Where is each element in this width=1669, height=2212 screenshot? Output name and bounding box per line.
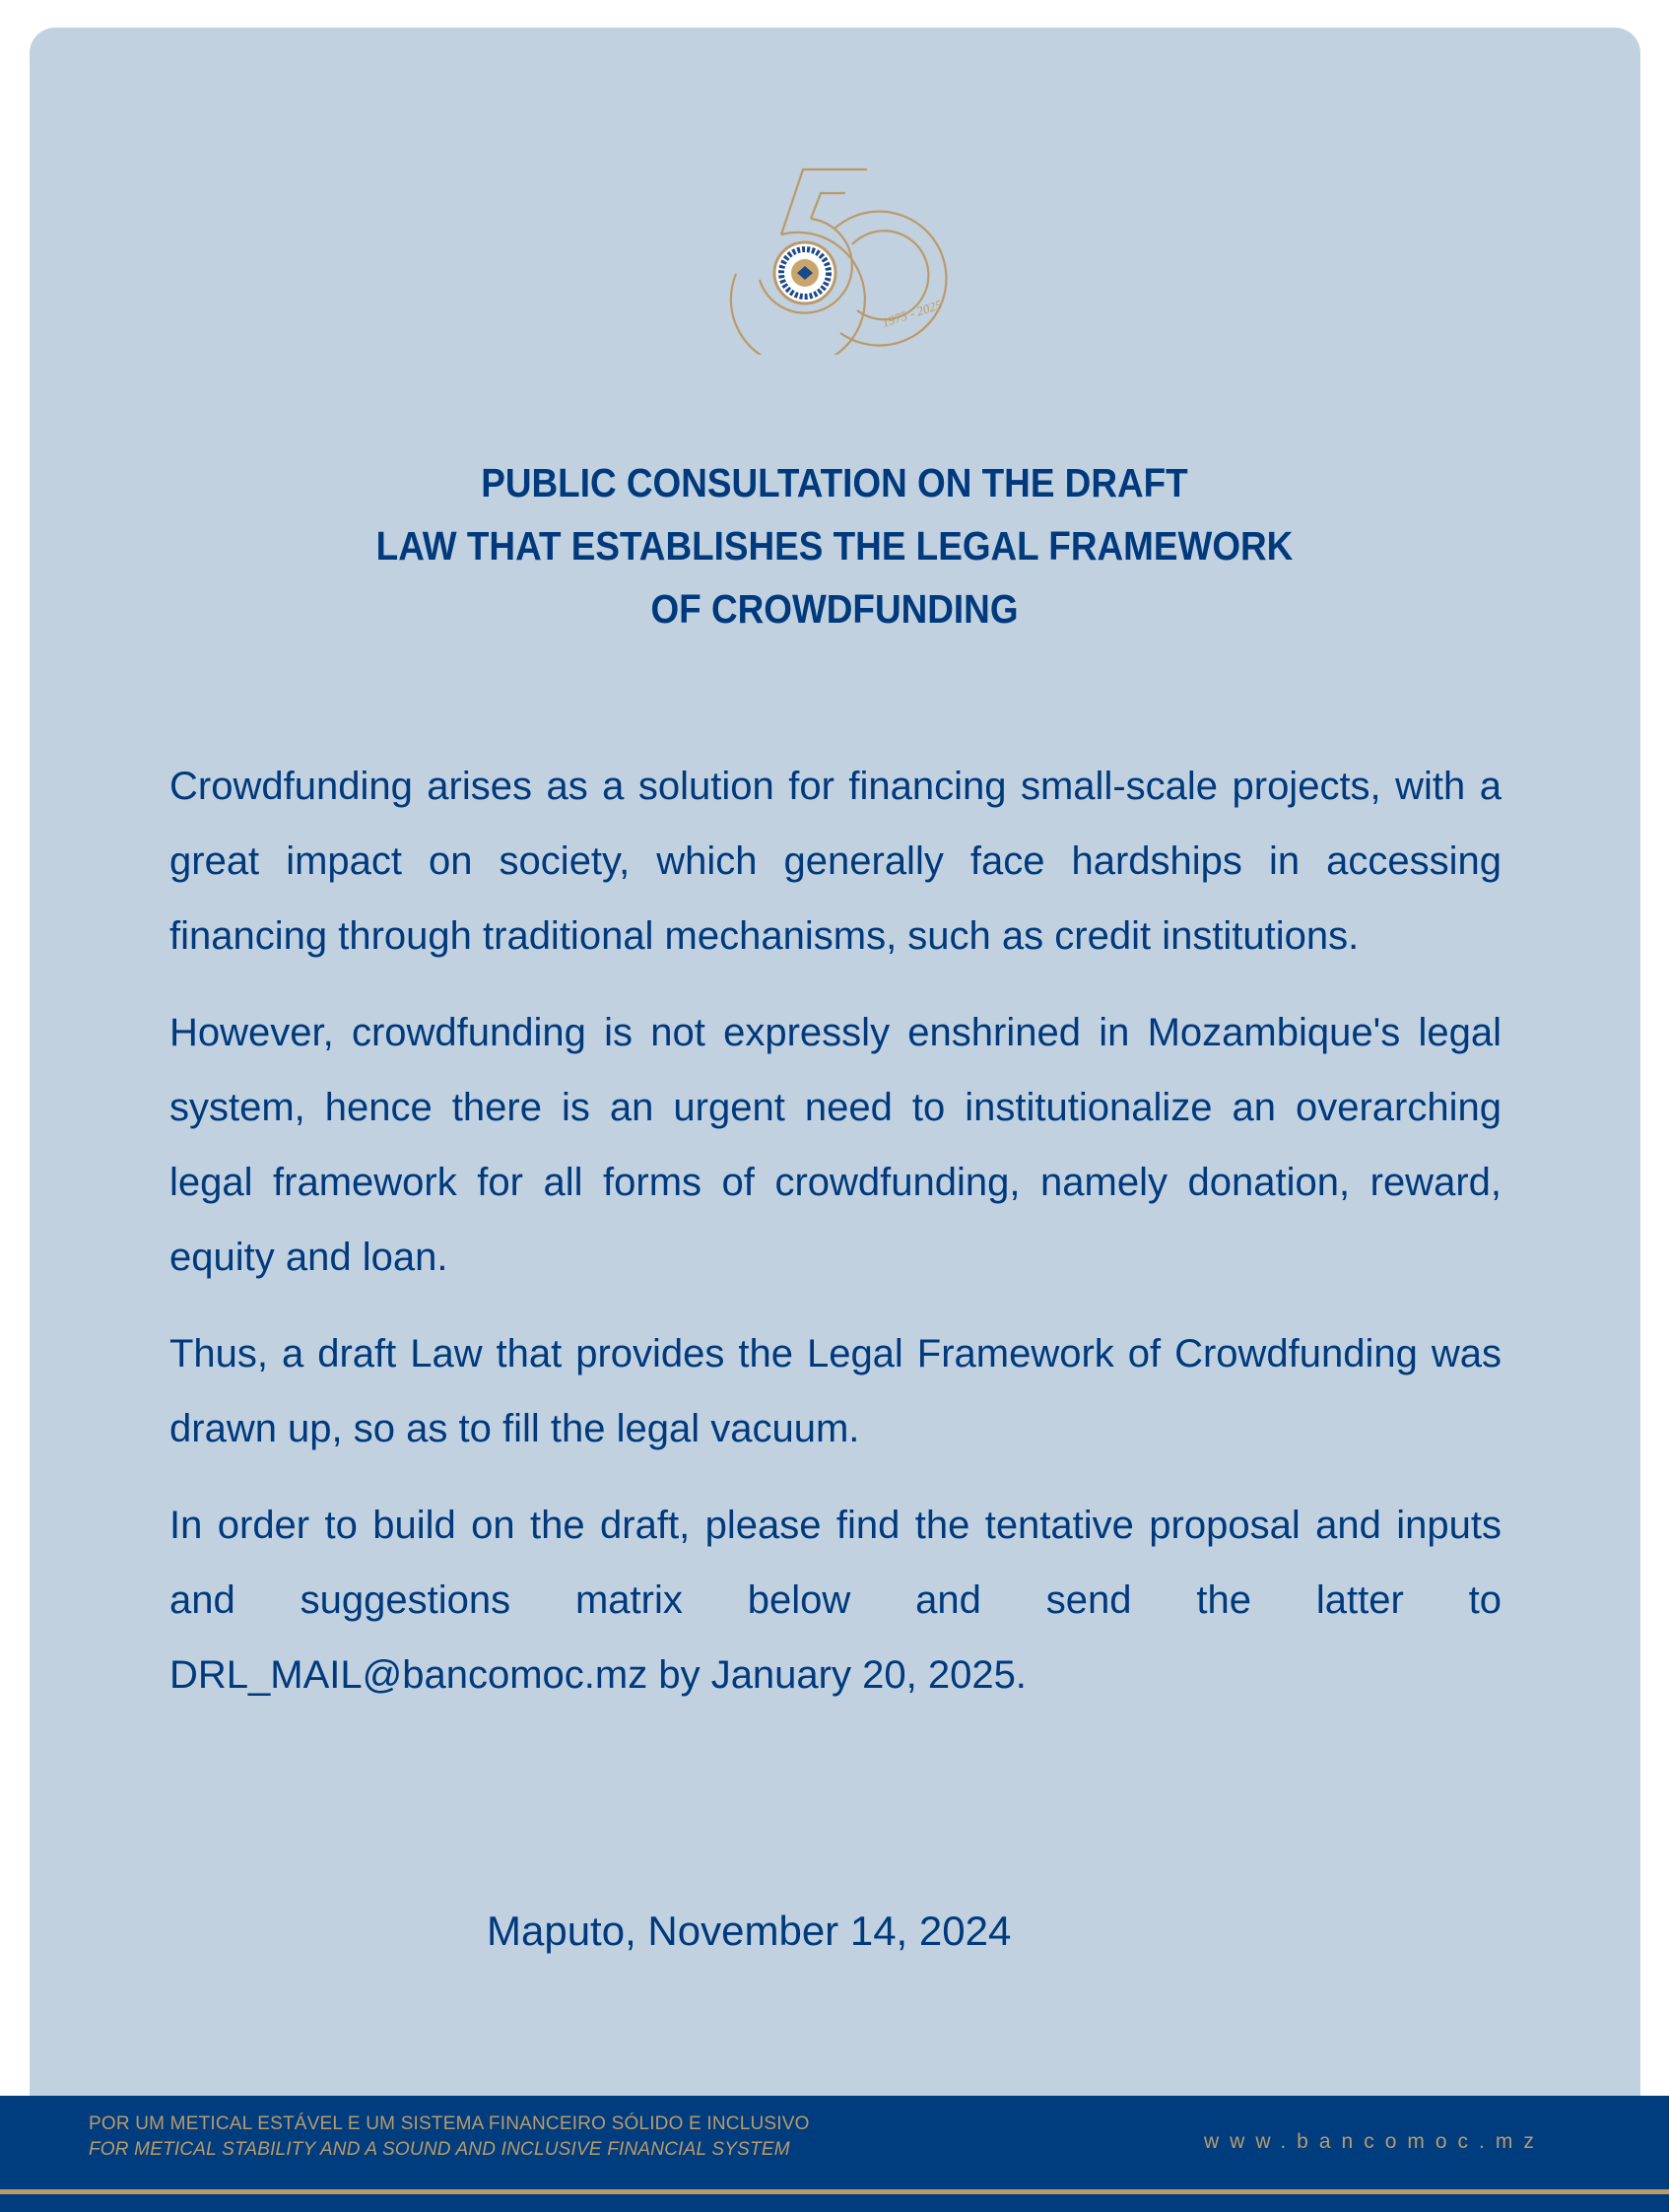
footer-bar [0,2096,1669,2212]
paragraph-intro: Crowdfunding arises as a solution for financing small-scale projects, with a great impact on society, which generally face hardships in accessing financing through traditional mechanisms, such as credit institutions. [169,765,1502,958]
years-text: 1975 - 2025 [880,297,944,330]
page-title [84,451,1586,640]
title-line-1: PUBLIC CONSULTATION ON THE DRAFT [481,460,1188,505]
paragraph-call-to-action: In order to build on the draft, please find the tentative proposal and inputs and suggestions matrix below and send the latter to DRL_MAIL@bancomoc.mz by January 20, 2025. [169,1504,1502,1697]
footer-slogan [89,2111,810,2163]
title-line-2: LAW THAT ESTABLISHES THE LEGAL FRAMEWORK [375,523,1294,569]
banco-de-mocambique-50-logo-icon [724,158,951,355]
paragraph-legal-gap: However, crowdfunding is not expressly enshrined in Mozambique's legal system, hence there is an urgent need to institutionalize an overarching legal framework for all forms of crowdfunding, namely donation, reward, equity and loan. [169,1011,1502,1279]
website-link[interactable]: www.bancomoc.mz [1204,2130,1545,2153]
document-body [169,749,1502,1734]
footer-gold-stripe [0,2189,1669,2194]
title-line-3: OF CROWDFUNDING [650,586,1019,632]
place-date: Maputo, November 14, 2024 [487,1908,1012,1954]
slogan-english: FOR METICAL STABILITY AND A SOUND AND INCLUSIVE FINANCIAL SYSTEM [89,2139,790,2160]
slogan-portuguese: POR UM METICAL ESTÁVEL E UM SISTEMA FINANCEIRO SÓLIDO E INCLUSIVO [89,2113,810,2134]
paragraph-draft-law: Thus, a draft Law that provides the Legal Framework of Crowdfunding was drawn up, so as to fill the legal vacuum. [169,1332,1502,1450]
anniversary-logo [724,158,951,355]
